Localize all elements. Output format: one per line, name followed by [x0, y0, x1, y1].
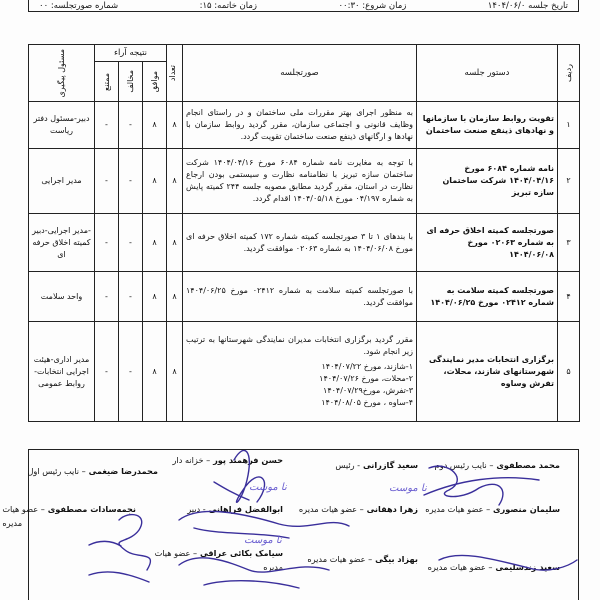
row-number: ۲	[558, 149, 580, 214]
disagree-cell: -	[119, 272, 143, 322]
count-cell: ۸	[167, 322, 183, 422]
table-row	[29, 322, 580, 422]
resolution-text: با صورتجلسه کمیته سلامت به شماره ۰۲۴۱۲ مورخ ۱۴۰۴/۰۶/۲۵ موافقت گردید.	[183, 272, 417, 322]
col-resolution: صورتجلسه	[183, 45, 417, 102]
agenda-item: تقویت روابط سازمان با سازمانها و نهادهای ذینفع صنعت ساختمان	[417, 102, 558, 149]
list-item: ۱-شازند، مورخ ۱۴۰۴/۰۷/۲۲	[321, 362, 413, 371]
meeting-end: زمان خاتمه: ۱۵:	[199, 0, 258, 11]
election-list	[186, 361, 413, 409]
resolution-text: با توجه به مغایرت نامه شماره ۶۰۸۴ مورخ ۱۴۰۴/۰۴/۱۶ شرکت ساختمان سازه تبریز با نظامنامه نظارت و سیستمی بودن ارجاع نظارت در استان، مقرر گردید مطابق مصوبه جلسه ۲۴۴ کمیته پایش به شماره ۰۴/۱۹۷ مورخ ۱۴۰۴/۰۵/۱۸ اقدام گردد.	[183, 149, 417, 214]
meeting-start: زمان شروع: ۰۰:۳۰	[338, 0, 407, 11]
col-votes: نتیجه آراء	[95, 45, 167, 62]
row-number: ۵	[558, 322, 580, 422]
agree-cell: ۸	[143, 149, 167, 214]
row-number: ۱	[558, 102, 580, 149]
agenda-item: صورتجلسه کمیته اخلاق حرفه ای به شماره ۰۲۰۶۳ مورخ ۱۴۰۴/۰۶/۰۸	[417, 214, 558, 272]
disagree-cell: -	[119, 214, 143, 272]
signature-zeighami: محمدرضا ضیغمی – نایب رئیس اول	[27, 466, 158, 476]
signature-dehghani: زهرا دهقانی – عضو هیات مدیره	[298, 504, 418, 514]
table-row	[29, 102, 580, 149]
resolution-text: به منظور اجرای بهتر مقررات ملی ساختمان و در راستای انجام وظایف قانونی و اجتماعی سازمان، مقرر گردید روابط سازمان با نهادها و ارگانهای ذینفع صنعت ساختمان تقویت گردد.	[183, 102, 417, 149]
responsible-cell: مدیر اداری-هیئت اجرایی انتخابات-روابط عمومی	[29, 322, 95, 422]
agree-cell: ۸	[143, 102, 167, 149]
responsible-cell: دبیر-مسئول دفتر ریاست	[29, 102, 95, 149]
responsible-cell: واحد سلامت	[29, 272, 95, 322]
disagree-cell: -	[119, 102, 143, 149]
abstain-cell: -	[95, 272, 119, 322]
resolution-cell	[183, 322, 417, 422]
list-item: ۲-محلات، مورخ ۱۴۰۴/۰۷/۲۶	[319, 374, 413, 383]
agree-cell: ۸	[143, 322, 167, 422]
abstain-cell: -	[95, 322, 119, 422]
stamp-mark: نا موست	[244, 535, 282, 546]
signatures-block	[2, 449, 579, 600]
col-disagree: مخالف	[119, 62, 143, 102]
col-abstain: ممتنع	[95, 62, 119, 102]
col-agree: موافق	[143, 62, 167, 102]
row-number: ۴	[558, 272, 580, 322]
signature-mansouri: سلیمان منصوری – عضو هیات مدیره	[425, 504, 560, 514]
agenda-item: صورتجلسه کمیته سلامت به شماره ۰۲۴۱۲ مورخ ۱۴۰۴/۰۶/۲۵	[417, 272, 558, 322]
col-row: ردیف	[558, 45, 580, 102]
minutes-number: شماره صورتجلسه: ۰۰	[39, 0, 119, 11]
col-responsible: مسئول پیگیری	[29, 45, 95, 102]
signature-zandsalimi: سعید زندسلیمی – عضو هیات مدیره	[427, 562, 560, 572]
count-cell: ۸	[167, 214, 183, 272]
count-cell: ۸	[167, 149, 183, 214]
disagree-cell: -	[119, 149, 143, 214]
list-item: ۳-تفرش، مورخ۱۴۰۴/۰۷/۲۹	[323, 386, 413, 395]
agenda-item: نامه شماره ۶۰۸۴ مورخ ۱۴۰۴/۰۴/۱۶ شرکت ساختمان سازه تبریز	[417, 149, 558, 214]
table-row	[29, 272, 580, 322]
col-count: تعداد	[167, 45, 183, 102]
disagree-cell: -	[119, 322, 143, 422]
row-number: ۳	[558, 214, 580, 272]
abstain-cell: -	[95, 149, 119, 214]
signature-gazrani: سعید گازرانی - رئیس	[335, 460, 418, 470]
meeting-header	[28, 0, 579, 12]
responsible-cell: مدیر اجرایی	[29, 149, 95, 214]
responsible-cell: -مدیر اجرایی-دبیر کمیته اخلاق حرفه ای	[29, 214, 95, 272]
resolution-text: مقرر گردید برگزاری انتخابات مدیران نمایندگی شهرستانها به ترتیب زیر انجام شود.	[186, 335, 413, 356]
stamp-mark: نا موست	[249, 482, 287, 493]
count-cell: ۸	[167, 102, 183, 149]
agenda-item: برگزاری انتخابات مدیر نمایندگی شهرستانهای شازند، محلات، تفرش وساوه	[417, 322, 558, 422]
stamp-mark: نا موست	[389, 483, 427, 494]
count-cell: ۸	[167, 272, 183, 322]
abstain-cell: -	[95, 214, 119, 272]
resolution-text: با بندهای ۱ تا ۳ صورتجلسه کمیته شماره ۱۷۲ کمیته اخلاق حرفه ای مورخ ۱۴۰۴/۰۶/۰۸ به شماره ۰۲۰۶۳ موافقت گردید.	[183, 214, 417, 272]
signature-farahani: ابوالفضل فراهانی - دبیر	[187, 504, 283, 514]
signature-bakaei: سیامک بکائی عراقی – عضو هیات مدیره	[154, 548, 283, 572]
signature-beigi: بهزاد بیگی – عضو هیات مدیره	[307, 554, 418, 564]
table-row	[29, 149, 580, 214]
minutes-table	[28, 44, 580, 422]
agree-cell: ۸	[143, 214, 167, 272]
abstain-cell: -	[95, 102, 119, 149]
table-row	[29, 214, 580, 272]
signature-farahmandpour: حسن فرهمند پور – خزانه دار	[172, 455, 283, 465]
meeting-date: تاریخ جلسه ۱۴۰۴/۰۶/۰	[487, 0, 568, 11]
agree-cell: ۸	[143, 272, 167, 322]
col-agenda: دستور جلسه	[417, 45, 558, 102]
signature-n-mostafavi: نجمه‌سادات مصطفوی – عضو هیات مدیره	[2, 504, 136, 528]
list-item: ۴-ساوه ، مورخ ۱۴۰۴/۰۸/۰۵	[321, 398, 413, 407]
signature-mostafavi: محمد مصطفوی – نایب رئیس دوم	[434, 460, 560, 470]
